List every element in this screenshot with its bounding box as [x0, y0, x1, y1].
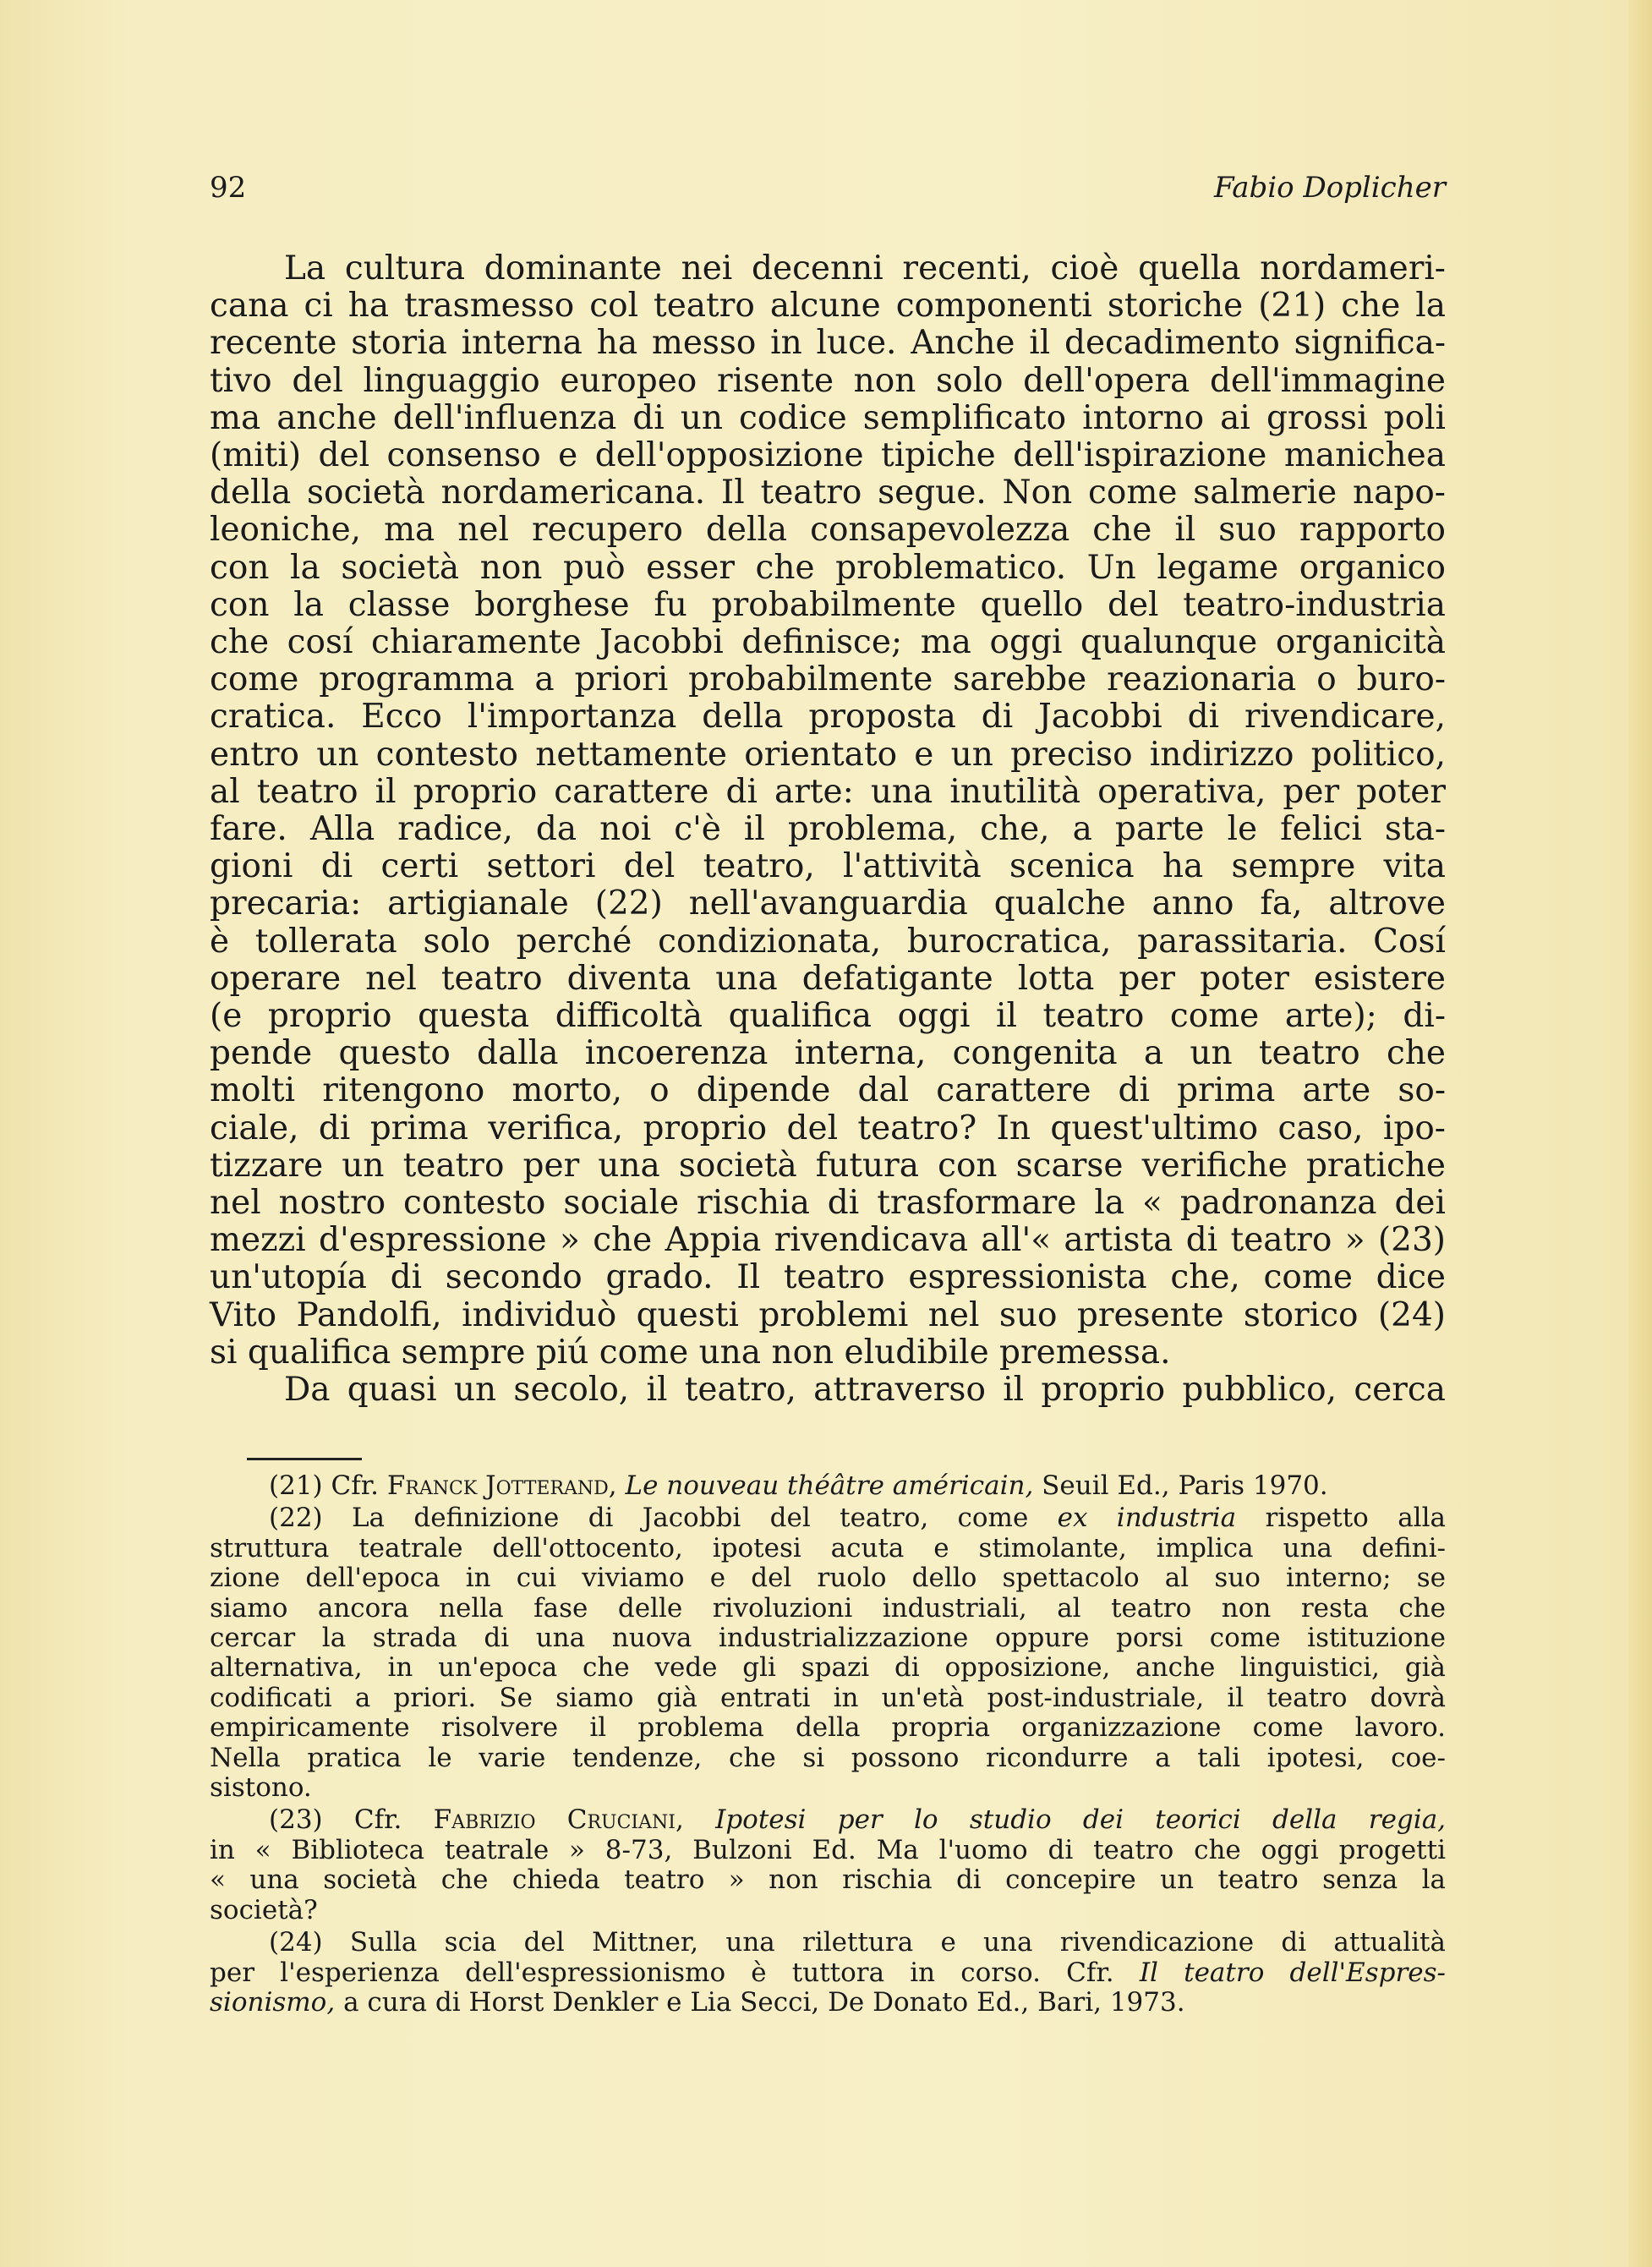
footnote-line	[210, 1988, 1446, 2018]
footnote-line: « una società che chieda teatro » non rischia di concepire un teatro senza la	[210, 1865, 1446, 1896]
footnotes	[210, 1471, 1446, 2018]
footnote-number: (21)	[269, 1470, 323, 1501]
body-text	[210, 250, 1446, 1409]
footnote-line: società?	[210, 1894, 318, 1925]
footnote-number: (23)	[269, 1804, 323, 1836]
footnote-line: alternativa, in un'epoca che vede gli spazi di opposizione, anche linguistici, già	[210, 1652, 1446, 1684]
body-line: operare nel teatro diventa una defatigante lotta per poter esistere	[210, 959, 1446, 998]
footnote-line: zione dell'epoca in cui viviamo e del ruolo dello spettacolo al suo interno; se	[210, 1563, 1446, 1594]
body-line: nel nostro contesto sociale rischia di trasformare la « padronanza dei	[210, 1184, 1446, 1223]
page-number: 92	[210, 171, 247, 205]
footnote-rule	[247, 1458, 362, 1460]
body-line: pende questo dalla incoerenza interna, congenita a un teatro che	[210, 1034, 1446, 1073]
body-line: (e proprio questa difficoltà qualifica oggi il teatro come arte); di-	[210, 997, 1446, 1036]
footnote-text: Cfr.	[331, 1470, 379, 1501]
body-line: (miti) del consenso e dell'opposizione tipiche dell'ispirazione manichea	[210, 436, 1446, 475]
body-line: ma anche dell'influenza di un codice semplificato intorno ai grossi poli	[210, 398, 1446, 437]
body-line: al teatro il proprio carattere di arte: una inutilità operativa, per poter	[210, 772, 1446, 811]
body-line: molti ritengono morto, o dipende dal carattere di prima arte so-	[210, 1071, 1446, 1110]
footnote-line: sistono.	[210, 1772, 312, 1804]
footnote-line: codificati a priori. Se siamo già entrati in un'età post-industriale, il teatro dovrà	[210, 1682, 1446, 1713]
footnote-line: in « Biblioteca teatrale » 8-73, Bulzoni Ed. Ma l'uomo di teatro che oggi progetti	[210, 1834, 1446, 1865]
body-line: si qualifica sempre piú come una non eludibile premessa.	[210, 1333, 1171, 1372]
body-line: con la classe borghese fu probabilmente quello del teatro-industria	[210, 585, 1446, 624]
body-line: recente storia interna ha messo in luce. Anche il decadimento significa-	[210, 324, 1446, 363]
body-line: Vito Pandolfi, individuò questi problemi nel suo presente storico (24)	[210, 1295, 1446, 1334]
author-name: Fabio Doplicher	[1213, 171, 1446, 205]
body-line: fare. Alla radice, da noi c'è il problema, che, a parte le felici sta-	[210, 810, 1446, 849]
body-line: con la società non può esser che problematico. Un legame organico	[210, 548, 1446, 587]
body-line: che cosí chiaramente Jacobbi definisce; ma oggi qualunque organicità	[210, 623, 1446, 662]
body-line: cana ci ha trasmesso col teatro alcune componenti storiche (21) che la	[210, 287, 1446, 326]
page-edge	[1628, 0, 1652, 2267]
footnote-author: Fabrizio Cruciani,	[433, 1804, 684, 1836]
footnote-22	[210, 1503, 1446, 1533]
body-line: un'utopía di secondo grado. Il teatro espressionista che, come dice	[210, 1258, 1446, 1297]
footnote-title: Il teatro dell'Espres-	[1139, 1957, 1446, 1988]
footnote-text: a cura di Horst Denkler e Lia Secci, De Donato Ed., Bari, 1973.	[343, 1986, 1185, 2018]
body-line: gioni di certi settori del teatro, l'attività scenica ha sempre vita	[210, 847, 1446, 886]
body-line: leoniche, ma nel recupero della consapevolezza che il suo rapporto	[210, 511, 1446, 550]
footnote-24: (24) Sulla scia del Mittner, una rilettura e una rivendicazione di attualità	[269, 1927, 1446, 1958]
body-line: come programma a priori probabilmente sarebbe reazionaria o buro-	[210, 660, 1446, 699]
footnote-title: Le nouveau théâtre américain,	[625, 1470, 1034, 1501]
footnote-italic: ex industria	[1057, 1503, 1237, 1534]
footnote-text: Cfr.	[353, 1804, 402, 1836]
footnote-line: siamo ancora nella fase delle rivoluzioni industriali, al teatro non resta che	[210, 1592, 1446, 1624]
footnote-line: cercar la strada di una nuova industrializzazione oppure porsi come istituzione	[210, 1623, 1446, 1654]
body-line: ciale, di prima verifica, proprio del teatro? In quest'ultimo caso, ipo-	[210, 1109, 1446, 1147]
footnote-23	[210, 1805, 1446, 1835]
footnote-line: struttura teatrale dell'ottocento, ipotesi acuta e stimolante, implica una defini-	[210, 1532, 1446, 1563]
body-line: tivo del linguaggio europeo risente non solo dell'opera dell'immagine	[210, 361, 1446, 400]
body-line: tizzare un teatro per una società futura con scarse verifiche pratiche	[210, 1146, 1446, 1185]
footnote-text: (22) La definizione di Jacobbi del teatro, come	[269, 1503, 1029, 1534]
running-head	[210, 171, 1446, 210]
footnote-title: Ipotesi per lo studio dei teorici della regia,	[715, 1804, 1447, 1836]
body-line: Da quasi un secolo, il teatro, attraverso il proprio pubblico, cerca	[284, 1371, 1446, 1410]
footnote-title: sionismo,	[210, 1986, 336, 2018]
footnote-text: per l'esperienza dell'espressionismo è tuttora in corso. Cfr.	[210, 1957, 1114, 1988]
body-line: precaria: artigianale (22) nell'avanguardia qualche anno fa, altrove	[210, 884, 1446, 923]
footnote-text: Seuil Ed., Paris 1970.	[1042, 1470, 1328, 1501]
footnote-line	[210, 1958, 1446, 1988]
body-line: della società nordamericana. Il teatro segue. Non come salmerie napo-	[210, 474, 1446, 512]
body-line: La cultura dominante nei decenni recenti, cioè quella nordameri-	[284, 249, 1446, 287]
footnote-line: Nella pratica le varie tendenze, che si possono ricondurre a tali ipotesi, coe-	[210, 1742, 1446, 1773]
body-line: cratica. Ecco l'importanza della proposta di Jacobbi di rivendicare,	[210, 698, 1446, 737]
body-line: mezzi d'espressione » che Appia rivendicava all'« artista di teatro » (23)	[210, 1221, 1446, 1260]
body-line: entro un contesto nettamente orientato e un preciso indirizzo politico,	[210, 735, 1446, 774]
footnote-author: Franck Jotterand,	[386, 1470, 617, 1501]
footnote-text: rispetto alla	[1265, 1503, 1446, 1534]
body-line: è tollerata solo perché condizionata, burocratica, parassitaria. Cosí	[210, 922, 1446, 961]
footnote-21	[210, 1471, 1446, 1501]
footnote-line: empiricamente risolvere il problema della propria organizzazione come lavoro.	[210, 1712, 1446, 1744]
